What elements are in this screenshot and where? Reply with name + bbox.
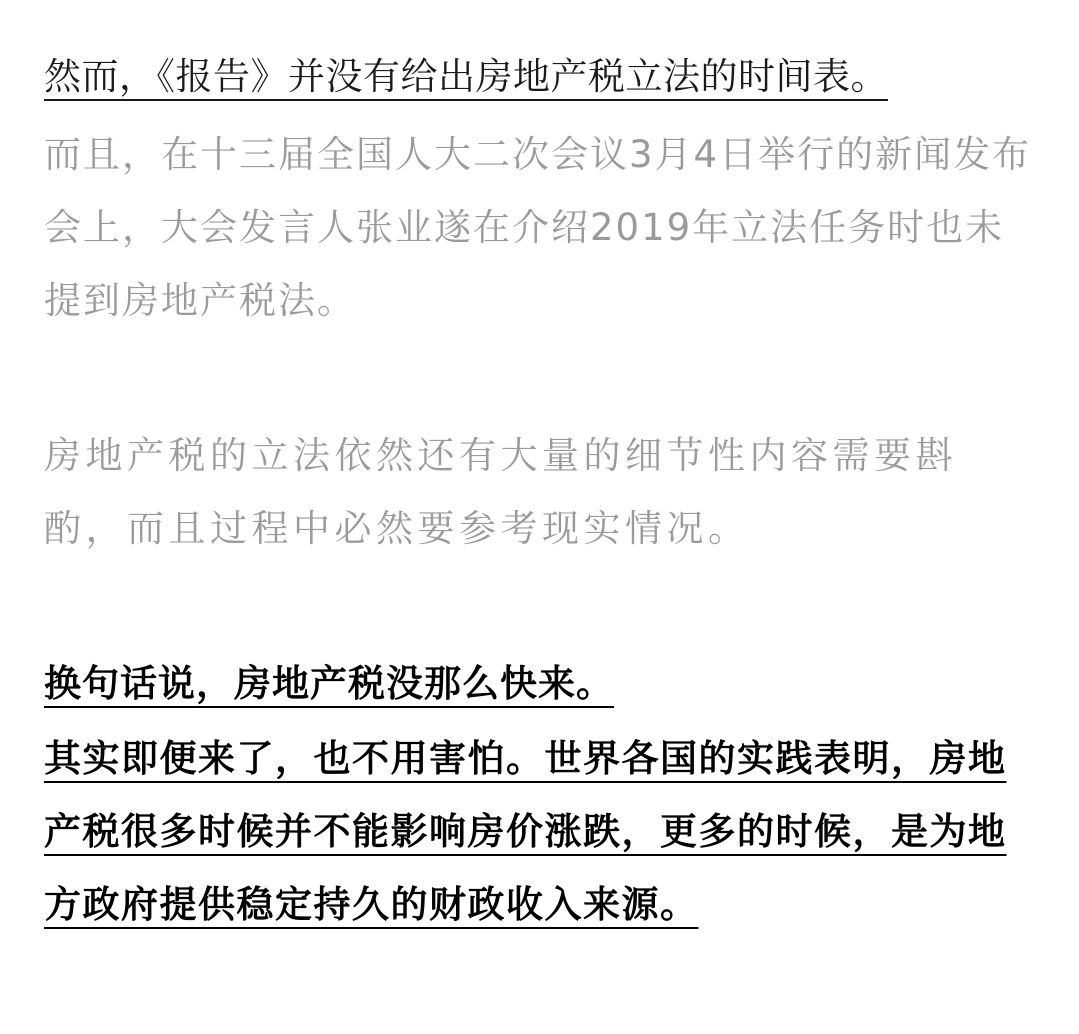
paragraph-not-coming-soon: [44, 647, 614, 720]
paragraph-no-need-to-fear: [44, 722, 1039, 941]
underlined-text: 其实即便来了，也不用害怕。世界各国的实践表明，房地产税很多时候并不能影响房价涨跌，更多的时候，是为地方政府提供稳定持久的财政收入来源。: [44, 737, 1007, 926]
underlined-text: 换句话说，房地产税没那么快来。: [44, 662, 614, 705]
paragraph-no-timeline: [44, 40, 888, 113]
paragraph-legislation-details: 房地产税的立法依然还有大量的细节性内容需要斟酌，而且过程中必然要参考现实情况。: [44, 434, 957, 550]
underlined-text: 然而，《报告》并没有给出房地产税立法的时间表。: [44, 55, 888, 98]
paragraph-press-conference: 而且，在十三届全国人大二次会议3月4日举行的新闻发布会上，大会发言人张业遂在介绍2019年立法任务时也未提到房地产税法。: [44, 133, 1032, 322]
